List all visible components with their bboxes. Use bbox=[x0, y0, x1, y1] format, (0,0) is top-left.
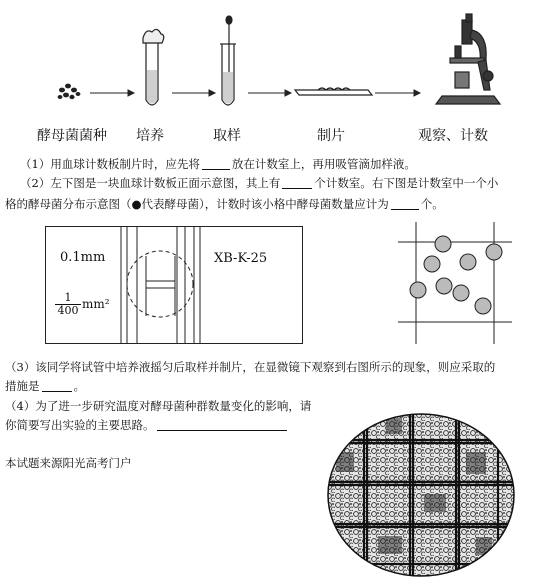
question-4-line-1: （4）为了进一步研究温度对酵母菌种群数量变化的影响，请 bbox=[5, 399, 312, 413]
yeast-cell bbox=[435, 236, 451, 252]
yeast-cell bbox=[453, 285, 469, 301]
q2-text-part-4: 个。 bbox=[420, 197, 444, 211]
flow-step-yeast-strain: 酵母菌菌种 bbox=[37, 128, 107, 144]
q3-measure-label: 措施是 bbox=[5, 379, 40, 393]
question-4-line-2 bbox=[5, 417, 289, 434]
slide-icon bbox=[295, 88, 372, 95]
area-denominator: 400 bbox=[57, 304, 79, 317]
yeast-cell bbox=[410, 282, 426, 298]
q3-answer-blank[interactable] bbox=[42, 379, 72, 392]
question-3-line-1: （3）该同学将试管中培养液摇匀后取样并制片，在显微镜下观察到右图所示的现象，则应采取的 bbox=[5, 360, 496, 374]
hemocytometer-diagram bbox=[45, 226, 303, 344]
q1-text-before: （1）用血球计数板制片时，应先将 bbox=[20, 157, 200, 171]
flow-diagram bbox=[0, 0, 541, 120]
microscope-field-of-view bbox=[326, 412, 516, 578]
culture-tube-icon bbox=[143, 29, 164, 105]
yeast-cell bbox=[460, 254, 476, 270]
yeast-cluster-icon bbox=[58, 84, 81, 100]
yeast-cell bbox=[475, 298, 491, 314]
chamber-area-unit: mm² bbox=[82, 297, 110, 311]
question-2-line-2 bbox=[5, 196, 444, 213]
yeast-cell bbox=[486, 244, 502, 260]
small-square-grid bbox=[398, 222, 512, 344]
question-2-line-1 bbox=[20, 175, 498, 192]
q2-text-part-1: （2）左下图是一块血球计数板正面示意图，其上有 bbox=[20, 176, 281, 190]
q1-text-after: 放在计数室上，再用吸管滴加样液。 bbox=[231, 157, 416, 171]
question-3-line-2 bbox=[5, 378, 85, 395]
q4-answer-blank[interactable] bbox=[157, 418, 287, 431]
q2-chamber-count-blank[interactable] bbox=[282, 176, 312, 189]
q2-yeast-count-blank[interactable] bbox=[391, 197, 419, 210]
source-note: 本试题来源阳光高考门户 bbox=[5, 456, 132, 470]
yeast-cell bbox=[436, 278, 452, 294]
microscope-icon bbox=[436, 14, 500, 104]
q4-prompt: 你简要写出实验的主要思路。 bbox=[5, 418, 155, 432]
area-numerator: 1 bbox=[55, 292, 81, 305]
question-1 bbox=[20, 156, 416, 173]
q2-text-part-2: 个计数室。右下图是计数室中一个小 bbox=[314, 176, 499, 190]
flow-step-slide-making: 制片 bbox=[317, 128, 345, 144]
q3-period: 。 bbox=[73, 379, 85, 393]
q1-answer-blank[interactable] bbox=[202, 157, 230, 170]
chamber-depth-label: 0.1mm bbox=[60, 250, 106, 265]
yeast-cells bbox=[410, 236, 502, 314]
board-model-label: XB-K-25 bbox=[214, 251, 268, 266]
yeast-cell bbox=[424, 256, 440, 272]
flow-step-sampling: 取样 bbox=[213, 128, 241, 144]
flow-step-culture: 培养 bbox=[136, 128, 164, 144]
chamber-area-fraction bbox=[55, 292, 81, 317]
flow-step-observe-count: 观察、计数 bbox=[418, 128, 488, 144]
sampling-tube-icon bbox=[220, 16, 236, 105]
q2-text-part-3: 格的酵母菌分布示意图（●代表酵母菌），计数时该小格中酵母菌数量应计为 bbox=[5, 197, 389, 211]
